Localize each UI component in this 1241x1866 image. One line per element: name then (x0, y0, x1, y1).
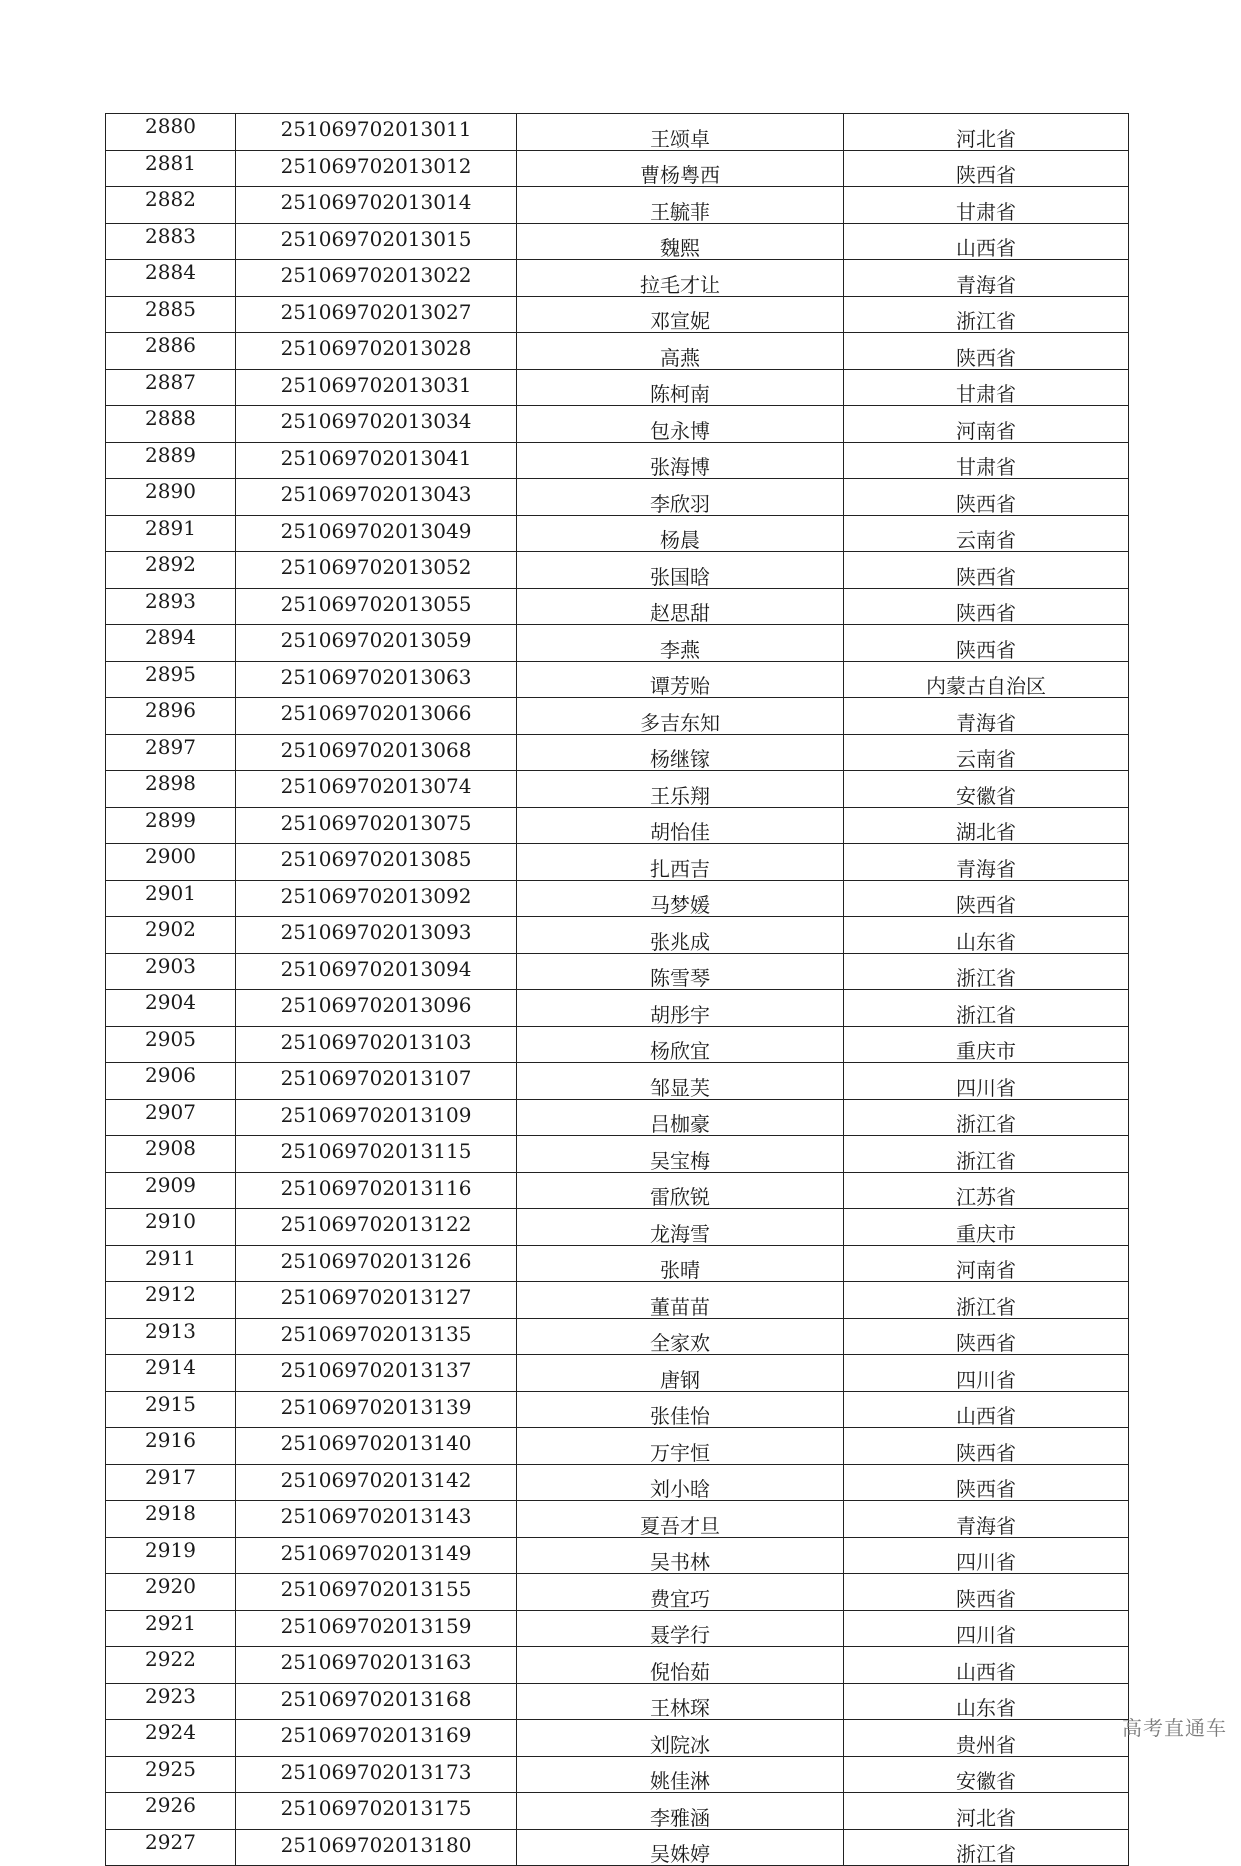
table-row (106, 1683, 1129, 1720)
exam-id-cell: 251069702013012 (236, 150, 517, 187)
seq-number-cell: 2903 (106, 953, 236, 990)
exam-id-cell: 251069702013139 (236, 1391, 517, 1428)
seq-number-cell: 2911 (106, 1245, 236, 1282)
table-row (106, 1829, 1129, 1866)
province-cell: 云南省 (844, 734, 1129, 771)
seq-number-cell: 2900 (106, 844, 236, 881)
province-cell: 陕西省 (844, 479, 1129, 516)
table-row (106, 1026, 1129, 1063)
exam-id-cell: 251069702013109 (236, 1099, 517, 1136)
table-row (106, 552, 1129, 589)
student-name-cell: 张兆成 (517, 917, 844, 954)
table-row (106, 1172, 1129, 1209)
province-cell: 安徽省 (844, 771, 1129, 808)
seq-number-cell: 2887 (106, 369, 236, 406)
seq-number-cell: 2898 (106, 771, 236, 808)
seq-number-cell: 2916 (106, 1428, 236, 1465)
exam-id-cell: 251069702013180 (236, 1829, 517, 1866)
province-cell: 陕西省 (844, 588, 1129, 625)
exam-id-cell: 251069702013175 (236, 1793, 517, 1830)
province-cell: 四川省 (844, 1610, 1129, 1647)
exam-id-cell: 251069702013063 (236, 661, 517, 698)
exam-id-cell: 251069702013149 (236, 1537, 517, 1574)
province-cell: 河北省 (844, 1793, 1129, 1830)
province-cell: 四川省 (844, 1063, 1129, 1100)
province-cell: 四川省 (844, 1355, 1129, 1392)
seq-number-cell: 2910 (106, 1209, 236, 1246)
seq-number-cell: 2923 (106, 1683, 236, 1720)
table-row (106, 1464, 1129, 1501)
province-cell: 浙江省 (844, 990, 1129, 1027)
province-cell: 青海省 (844, 260, 1129, 297)
student-name-cell: 王乐翔 (517, 771, 844, 808)
exam-id-cell: 251069702013092 (236, 880, 517, 917)
seq-number-cell: 2897 (106, 734, 236, 771)
table-row (106, 1136, 1129, 1173)
student-name-cell: 龙海雪 (517, 1209, 844, 1246)
province-cell: 湖北省 (844, 807, 1129, 844)
table-row (106, 990, 1129, 1027)
student-name-cell: 张海博 (517, 442, 844, 479)
table-row (106, 333, 1129, 370)
student-name-cell: 倪怡茹 (517, 1647, 844, 1684)
table-row (106, 1501, 1129, 1538)
table-row (106, 150, 1129, 187)
seq-number-cell: 2913 (106, 1318, 236, 1355)
exam-id-cell: 251069702013127 (236, 1282, 517, 1319)
student-name-cell: 扎西吉 (517, 844, 844, 881)
table-row (106, 479, 1129, 516)
seq-number-cell: 2883 (106, 223, 236, 260)
student-name-cell: 谭芳贻 (517, 661, 844, 698)
province-cell: 陕西省 (844, 1574, 1129, 1611)
table-row (106, 1282, 1129, 1319)
exam-id-cell: 251069702013031 (236, 369, 517, 406)
exam-id-cell: 251069702013163 (236, 1647, 517, 1684)
province-cell: 浙江省 (844, 1099, 1129, 1136)
seq-number-cell: 2917 (106, 1464, 236, 1501)
table-row (106, 187, 1129, 224)
table-row (106, 1793, 1129, 1830)
exam-id-cell: 251069702013049 (236, 515, 517, 552)
table-row (106, 1355, 1129, 1392)
exam-id-cell: 251069702013052 (236, 552, 517, 589)
province-cell: 陕西省 (844, 1464, 1129, 1501)
student-name-cell: 吴书林 (517, 1537, 844, 1574)
province-cell: 山西省 (844, 223, 1129, 260)
student-name-cell: 王颂卓 (517, 114, 844, 151)
table-row (106, 1428, 1129, 1465)
table-row (106, 260, 1129, 297)
table-row (106, 917, 1129, 954)
student-name-cell: 张晴 (517, 1245, 844, 1282)
table-row (106, 1209, 1129, 1246)
student-name-cell: 费宜巧 (517, 1574, 844, 1611)
seq-number-cell: 2888 (106, 406, 236, 443)
exam-id-cell: 251069702013075 (236, 807, 517, 844)
student-name-cell: 邹显芙 (517, 1063, 844, 1100)
table-row (106, 1610, 1129, 1647)
province-cell: 河南省 (844, 1245, 1129, 1282)
table-row (106, 625, 1129, 662)
student-name-cell: 刘小晗 (517, 1464, 844, 1501)
province-cell: 山东省 (844, 917, 1129, 954)
province-cell: 浙江省 (844, 953, 1129, 990)
province-cell: 陕西省 (844, 333, 1129, 370)
table-row (106, 406, 1129, 443)
province-cell: 山西省 (844, 1391, 1129, 1428)
table-row (106, 1318, 1129, 1355)
table-row (106, 296, 1129, 333)
table-row (106, 1245, 1129, 1282)
seq-number-cell: 2896 (106, 698, 236, 735)
table-row (106, 1391, 1129, 1428)
table-row (106, 1756, 1129, 1793)
seq-number-cell: 2907 (106, 1099, 236, 1136)
student-name-cell: 赵思甜 (517, 588, 844, 625)
student-name-cell: 马梦媛 (517, 880, 844, 917)
exam-id-cell: 251069702013135 (236, 1318, 517, 1355)
exam-id-cell: 251069702013014 (236, 187, 517, 224)
table-row (106, 114, 1129, 151)
exam-id-cell: 251069702013027 (236, 296, 517, 333)
seq-number-cell: 2886 (106, 333, 236, 370)
seq-number-cell: 2921 (106, 1610, 236, 1647)
province-cell: 青海省 (844, 844, 1129, 881)
seq-number-cell: 2920 (106, 1574, 236, 1611)
admission-list-table (105, 113, 1129, 1866)
exam-id-cell: 251069702013034 (236, 406, 517, 443)
exam-id-cell: 251069702013022 (236, 260, 517, 297)
exam-id-cell: 251069702013169 (236, 1720, 517, 1757)
province-cell: 河北省 (844, 114, 1129, 151)
seq-number-cell: 2895 (106, 661, 236, 698)
table-row (106, 807, 1129, 844)
table-row (106, 953, 1129, 990)
table-row (106, 661, 1129, 698)
exam-id-cell: 251069702013159 (236, 1610, 517, 1647)
student-name-cell: 王毓菲 (517, 187, 844, 224)
seq-number-cell: 2894 (106, 625, 236, 662)
exam-id-cell: 251069702013011 (236, 114, 517, 151)
student-name-cell: 吴宝梅 (517, 1136, 844, 1173)
exam-id-cell: 251069702013028 (236, 333, 517, 370)
table-row (106, 1099, 1129, 1136)
exam-id-cell: 251069702013115 (236, 1136, 517, 1173)
province-cell: 甘肃省 (844, 187, 1129, 224)
province-cell: 河南省 (844, 406, 1129, 443)
exam-id-cell: 251069702013140 (236, 1428, 517, 1465)
seq-number-cell: 2902 (106, 917, 236, 954)
exam-id-cell: 251069702013055 (236, 588, 517, 625)
exam-id-cell: 251069702013085 (236, 844, 517, 881)
seq-number-cell: 2908 (106, 1136, 236, 1173)
seq-number-cell: 2892 (106, 552, 236, 589)
seq-number-cell: 2918 (106, 1501, 236, 1538)
table-row (106, 1537, 1129, 1574)
province-cell: 安徽省 (844, 1756, 1129, 1793)
seq-number-cell: 2924 (106, 1720, 236, 1757)
province-cell: 浙江省 (844, 1136, 1129, 1173)
seq-number-cell: 2881 (106, 150, 236, 187)
table-row (106, 588, 1129, 625)
exam-id-cell: 251069702013094 (236, 953, 517, 990)
student-name-cell: 陈雪琴 (517, 953, 844, 990)
student-name-cell: 聂学行 (517, 1610, 844, 1647)
seq-number-cell: 2890 (106, 479, 236, 516)
student-name-cell: 陈柯南 (517, 369, 844, 406)
province-cell: 重庆市 (844, 1209, 1129, 1246)
student-name-cell: 邓宣妮 (517, 296, 844, 333)
province-cell: 浙江省 (844, 1282, 1129, 1319)
province-cell: 四川省 (844, 1537, 1129, 1574)
seq-number-cell: 2893 (106, 588, 236, 625)
student-name-cell: 董苗苗 (517, 1282, 844, 1319)
seq-number-cell: 2882 (106, 187, 236, 224)
student-name-cell: 全家欢 (517, 1318, 844, 1355)
seq-number-cell: 2899 (106, 807, 236, 844)
student-name-cell: 张佳怡 (517, 1391, 844, 1428)
exam-id-cell: 251069702013142 (236, 1464, 517, 1501)
student-name-cell: 王林琛 (517, 1683, 844, 1720)
province-cell: 陕西省 (844, 1428, 1129, 1465)
seq-number-cell: 2880 (106, 114, 236, 151)
seq-number-cell: 2912 (106, 1282, 236, 1319)
exam-id-cell: 251069702013137 (236, 1355, 517, 1392)
province-cell: 云南省 (844, 515, 1129, 552)
province-cell: 陕西省 (844, 880, 1129, 917)
table-row (106, 771, 1129, 808)
province-cell: 青海省 (844, 698, 1129, 735)
student-name-cell: 高燕 (517, 333, 844, 370)
seq-number-cell: 2909 (106, 1172, 236, 1209)
table-row (106, 734, 1129, 771)
province-cell: 甘肃省 (844, 442, 1129, 479)
exam-id-cell: 251069702013043 (236, 479, 517, 516)
student-name-cell: 魏熙 (517, 223, 844, 260)
seq-number-cell: 2904 (106, 990, 236, 1027)
table-row (106, 1720, 1129, 1757)
exam-id-cell: 251069702013168 (236, 1683, 517, 1720)
seq-number-cell: 2927 (106, 1829, 236, 1866)
province-cell: 江苏省 (844, 1172, 1129, 1209)
exam-id-cell: 251069702013126 (236, 1245, 517, 1282)
exam-id-cell: 251069702013096 (236, 990, 517, 1027)
province-cell: 陕西省 (844, 150, 1129, 187)
seq-number-cell: 2885 (106, 296, 236, 333)
province-cell: 甘肃省 (844, 369, 1129, 406)
student-name-cell: 万宇恒 (517, 1428, 844, 1465)
seq-number-cell: 2891 (106, 515, 236, 552)
province-cell: 陕西省 (844, 625, 1129, 662)
province-cell: 贵州省 (844, 1720, 1129, 1757)
province-cell: 浙江省 (844, 296, 1129, 333)
student-name-cell: 雷欣锐 (517, 1172, 844, 1209)
table-row (106, 844, 1129, 881)
table-row (106, 515, 1129, 552)
student-name-cell: 杨继镓 (517, 734, 844, 771)
admission-list-table-wrapper (105, 113, 1128, 1866)
table-row (106, 1647, 1129, 1684)
province-cell: 山东省 (844, 1683, 1129, 1720)
exam-id-cell: 251069702013059 (236, 625, 517, 662)
province-cell: 重庆市 (844, 1026, 1129, 1063)
exam-id-cell: 251069702013093 (236, 917, 517, 954)
student-name-cell: 拉毛才让 (517, 260, 844, 297)
province-cell: 陕西省 (844, 552, 1129, 589)
student-name-cell: 李欣羽 (517, 479, 844, 516)
seq-number-cell: 2926 (106, 1793, 236, 1830)
table-row (106, 1574, 1129, 1611)
seq-number-cell: 2889 (106, 442, 236, 479)
province-cell: 内蒙古自治区 (844, 661, 1129, 698)
exam-id-cell: 251069702013103 (236, 1026, 517, 1063)
exam-id-cell: 251069702013066 (236, 698, 517, 735)
watermark-text: 高考直通车 (1122, 1716, 1227, 1740)
table-row (106, 1063, 1129, 1100)
exam-id-cell: 251069702013143 (236, 1501, 517, 1538)
province-cell: 陕西省 (844, 1318, 1129, 1355)
exam-id-cell: 251069702013074 (236, 771, 517, 808)
province-cell: 浙江省 (844, 1829, 1129, 1866)
student-name-cell: 杨欣宜 (517, 1026, 844, 1063)
student-name-cell: 胡彤宇 (517, 990, 844, 1027)
student-name-cell: 胡怡佳 (517, 807, 844, 844)
student-name-cell: 刘院冰 (517, 1720, 844, 1757)
table-row (106, 442, 1129, 479)
seq-number-cell: 2915 (106, 1391, 236, 1428)
student-name-cell: 张国晗 (517, 552, 844, 589)
seq-number-cell: 2919 (106, 1537, 236, 1574)
student-name-cell: 李燕 (517, 625, 844, 662)
student-name-cell: 杨晨 (517, 515, 844, 552)
student-name-cell: 包永博 (517, 406, 844, 443)
exam-id-cell: 251069702013155 (236, 1574, 517, 1611)
table-row (106, 880, 1129, 917)
exam-id-cell: 251069702013173 (236, 1756, 517, 1793)
table-body (106, 114, 1129, 1866)
exam-id-cell: 251069702013107 (236, 1063, 517, 1100)
student-name-cell: 吴姝婷 (517, 1829, 844, 1866)
student-name-cell: 姚佳淋 (517, 1756, 844, 1793)
student-name-cell: 吕枷豪 (517, 1099, 844, 1136)
seq-number-cell: 2901 (106, 880, 236, 917)
exam-id-cell: 251069702013015 (236, 223, 517, 260)
seq-number-cell: 2925 (106, 1756, 236, 1793)
seq-number-cell: 2884 (106, 260, 236, 297)
seq-number-cell: 2905 (106, 1026, 236, 1063)
seq-number-cell: 2906 (106, 1063, 236, 1100)
table-row (106, 698, 1129, 735)
exam-id-cell: 251069702013116 (236, 1172, 517, 1209)
province-cell: 山西省 (844, 1647, 1129, 1684)
student-name-cell: 曹杨粤西 (517, 150, 844, 187)
student-name-cell: 夏吾才旦 (517, 1501, 844, 1538)
exam-id-cell: 251069702013068 (236, 734, 517, 771)
table-row (106, 223, 1129, 260)
student-name-cell: 李雅涵 (517, 1793, 844, 1830)
exam-id-cell: 251069702013041 (236, 442, 517, 479)
exam-id-cell: 251069702013122 (236, 1209, 517, 1246)
student-name-cell: 多吉东知 (517, 698, 844, 735)
student-name-cell: 唐钢 (517, 1355, 844, 1392)
province-cell: 青海省 (844, 1501, 1129, 1538)
table-row (106, 369, 1129, 406)
seq-number-cell: 2914 (106, 1355, 236, 1392)
seq-number-cell: 2922 (106, 1647, 236, 1684)
